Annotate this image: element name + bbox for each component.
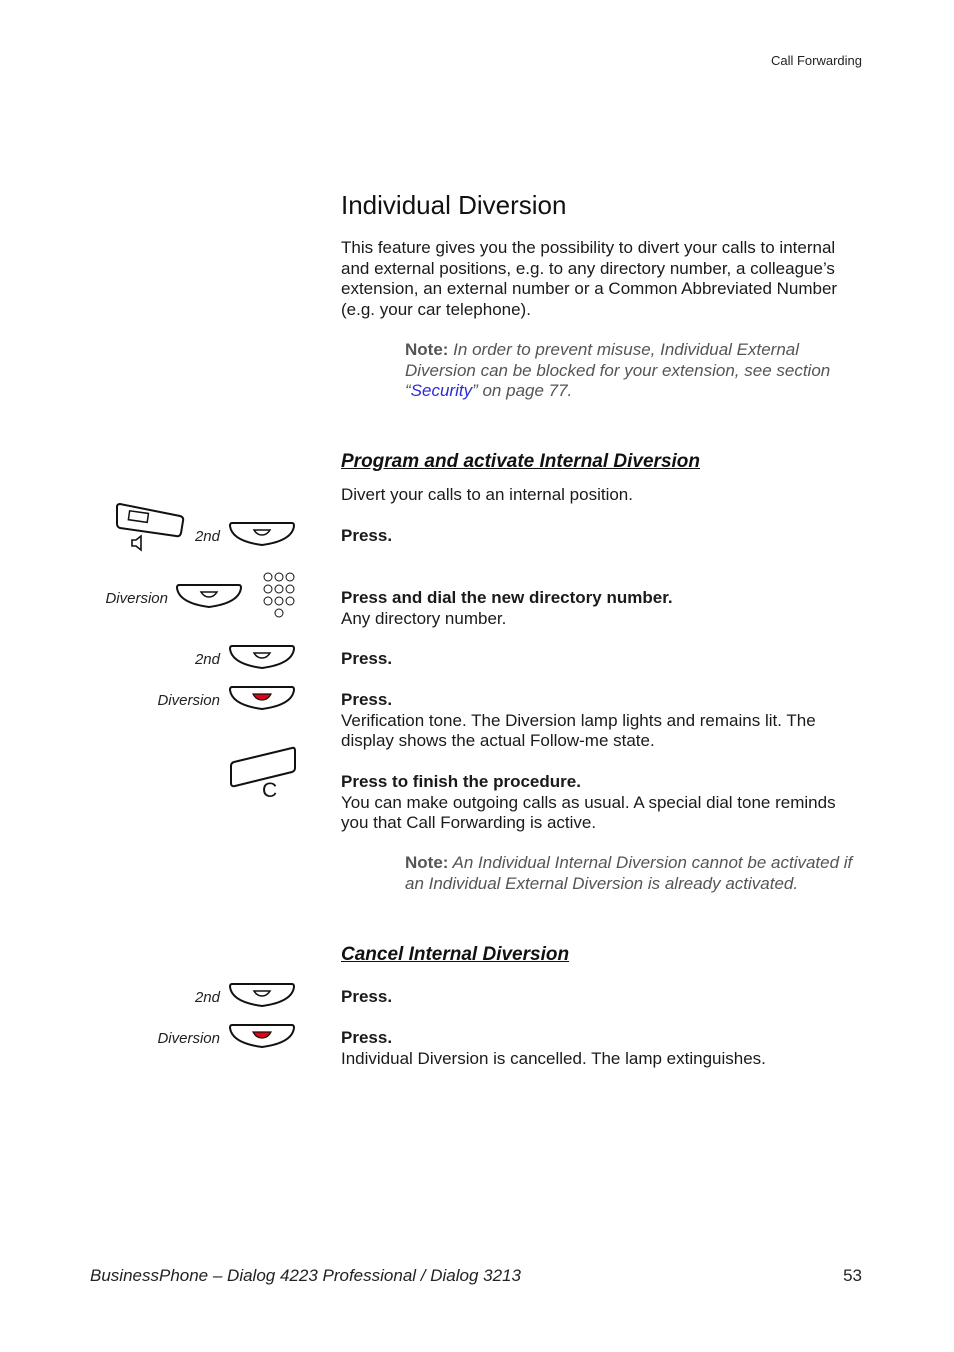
step-5	[341, 772, 863, 834]
keypad-icon[interactable]	[260, 570, 298, 622]
key-label-2nd: 2nd	[194, 528, 220, 545]
step-4	[341, 690, 863, 752]
cancel-step-1	[341, 987, 863, 1008]
footer-title: BusinessPhone – Dialog 4223 Professional / Dialog 3213	[90, 1266, 521, 1285]
section-heading-cancel: Cancel Internal Diversion	[341, 944, 570, 965]
step-2	[341, 588, 863, 629]
diversion-key-lit-icon[interactable]	[229, 1023, 295, 1049]
second-function-key-icon[interactable]	[229, 521, 295, 547]
cancel-step-2-instruction: Press.	[341, 1028, 393, 1047]
diversion-key-lit-icon[interactable]	[229, 685, 295, 711]
note-text-before: In order to prevent misuse, Individual External Diversion can be blocked for your extension, see section “	[405, 340, 831, 400]
running-header: Call Forwarding	[770, 53, 862, 68]
step-5-instruction: Press to finish the procedure.	[341, 772, 581, 791]
note-text: An Individual Internal Diversion cannot be activated if an Individual External Diversion is already activated.	[405, 853, 853, 893]
key-label-2nd: 2nd	[194, 651, 220, 668]
key-label-diversion: Diversion	[157, 1030, 220, 1047]
key-label-2nd: 2nd	[194, 989, 220, 1006]
note-diversion	[405, 853, 865, 894]
step-5-description: You can make outgoing calls as usual. A special dial tone reminds you that Call Forwarding is active.	[341, 792, 836, 832]
note-security	[405, 340, 865, 402]
key-label-diversion: Diversion	[105, 590, 168, 607]
second-function-key-icon[interactable]	[229, 982, 295, 1008]
step-2-instruction: Press and dial the new directory number.	[341, 588, 673, 607]
section-intro: Divert your calls to an internal position.	[341, 485, 633, 504]
diversion-key-icon[interactable]	[176, 583, 242, 609]
cancel-step-2	[341, 1028, 863, 1069]
second-function-key-icon[interactable]	[229, 644, 295, 670]
step-2-description: Any directory number.	[341, 608, 507, 628]
cancel-step-1-instruction: Press.	[341, 987, 393, 1006]
step-1-instruction: Press.	[341, 526, 393, 545]
step-4-description: Verification tone. The Diversion lamp lights and remains lit. The display shows the actual Follow-me state.	[341, 710, 816, 750]
step-1	[341, 526, 863, 547]
cancel-step-2-description: Individual Diversion is cancelled. The lamp extinguishes.	[341, 1048, 766, 1068]
clear-key-letter: C	[262, 779, 278, 802]
speaker-key-icon	[114, 500, 186, 556]
section-heading-program: Program and activate Internal Diversion	[341, 451, 701, 472]
note-label: Note:	[405, 340, 449, 359]
security-link[interactable]: Security	[410, 381, 473, 400]
page-title: Individual Diversion	[341, 190, 567, 220]
key-label-diversion: Diversion	[157, 692, 220, 709]
step-3	[341, 649, 863, 670]
intro-paragraph: This feature gives you the possibility to divert your calls to internal and external positions, e.g. to any directory number, a colleague’s extension, an external number or a Common Abbreviated Number (e.g. your car telephone).	[341, 238, 838, 319]
page-number: 53	[843, 1266, 862, 1285]
note-label: Note:	[405, 853, 449, 872]
note-text-after: ” on page 77.	[472, 381, 573, 400]
step-4-instruction: Press.	[341, 690, 393, 709]
step-3-instruction: Press.	[341, 649, 393, 668]
